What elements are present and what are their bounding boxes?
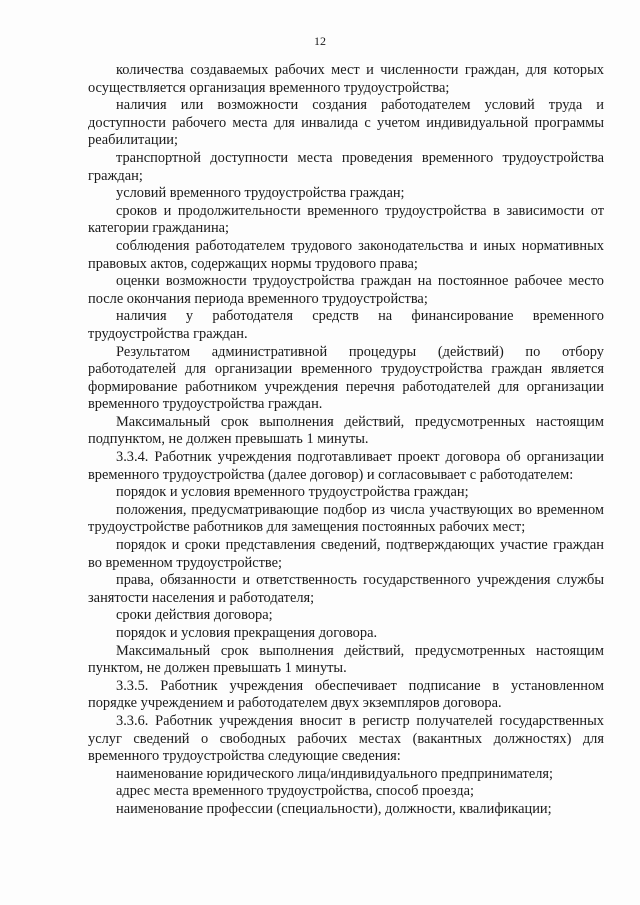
document-body: [88, 62, 604, 819]
paragraph: порядок и условия временного трудоустройства граждан;: [116, 484, 469, 501]
paragraph: Результатом административной процедуры (действий) по отбору работодателей для организации временного трудоустройства граждан является формирование работником учреждения перечня работодателей для организации временного трудоустройства граждан.: [88, 343, 604, 413]
paragraph: положения, предусматривающие подбор из числа участвующих во временном трудоустройстве работников для замещения постоянных рабочих мест;: [88, 501, 604, 536]
paragraph: условий временного трудоустройства граждан;: [116, 185, 405, 202]
paragraph: сроков и продолжительности временного трудоустройства в зависимости от категории гражданина;: [88, 202, 604, 237]
paragraph: 3.3.4. Работник учреждения подготавливает проект договора об организации временного трудоустройства (далее договор) и согласовывает с работодателем:: [88, 449, 604, 483]
paragraph: сроки действия договора;: [116, 607, 273, 624]
page-number: 12: [314, 34, 326, 48]
paragraph: порядок и сроки представления сведений, подтверждающих участие граждан во временном трудоустройстве;: [88, 537, 604, 571]
paragraph: наименование юридического лица/индивидуального предпринимателя;: [116, 765, 554, 782]
paragraph: наименование профессии (специальности), должности, квалификации;: [116, 800, 552, 817]
paragraph: адрес места временного трудоустройства, способ проезда;: [116, 783, 474, 800]
paragraph: наличия или возможности создания работодателем условий труда и доступности рабочего места для инвалида с учетом индивидуальной программы реабилитации;: [88, 97, 604, 149]
paragraph: оценки возможности трудоустройства граждан на постоянное рабочее место после окончания периода временного трудоустройства;: [88, 273, 604, 307]
paragraph: транспортной доступности места проведения временного трудоустройства граждан;: [88, 149, 604, 184]
paragraph: соблюдения работодателем трудового законодательства и иных нормативных правовых актов, содержащих нормы трудового права;: [88, 237, 604, 272]
paragraph: Максимальный срок выполнения действий, предусмотренных настоящим пунктом, не должен превышать 1 минуты.: [88, 642, 604, 677]
paragraph: права, обязанности и ответственность государственного учреждения службы занятости населения и работодателя;: [88, 572, 604, 606]
paragraph: 3.3.5. Работник учреждения обеспечивает подписание в установленном порядке учреждением и работодателем двух экземпляров договора.: [88, 677, 604, 712]
paragraph: Максимальный срок выполнения действий, предусмотренных настоящим подпунктом, не должен превышать 1 минуты.: [88, 413, 604, 448]
paragraph: количества создаваемых рабочих мест и численности граждан, для которых осуществляется организация временного трудоустройства;: [88, 62, 604, 96]
paragraph: наличия у работодателя средств на финансирование временного трудоустройства граждан.: [88, 308, 604, 342]
paragraph: 3.3.6. Работник учреждения вносит в регистр получателей государственных услуг сведений о свободных рабочих местах (вакантных должностях) для временного трудоустройства следующие сведения:: [88, 712, 604, 765]
paragraph: порядок и условия прекращения договора.: [116, 625, 378, 641]
